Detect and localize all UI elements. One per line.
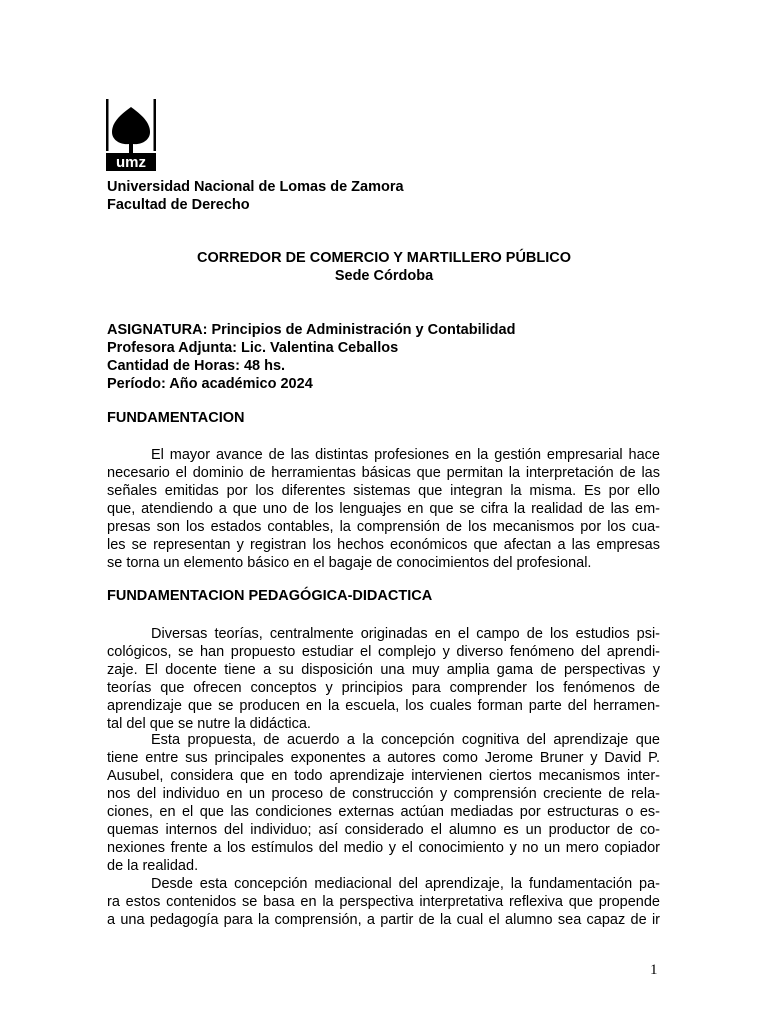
text-line: tal del que se nutre la didáctica. xyxy=(107,716,311,732)
text-line: Ausubel, considera que en todo aprendizaje intervienen ciertos mecanismos inter- xyxy=(107,768,660,784)
page-number: 1 xyxy=(650,962,658,978)
text-line: zaje. El docente tiene a su disposición una muy amplia gama de perspectivas y xyxy=(107,662,660,678)
text-line: teorías que ofrecen conceptos y principios para comprender los fenómenos de xyxy=(107,680,660,696)
document-subtitle: Sede Córdoba xyxy=(334,268,434,284)
paragraph-fundamentacion xyxy=(107,446,660,572)
text-line: Diversas teorías, centralmente originadas en el campo de los estudios psi- xyxy=(151,626,660,642)
text-line: señales emitidas por los diferentes sistemas que integran la misma. Es por ello xyxy=(107,483,660,499)
text-line: quemas internos del individuo; así considerado el alumno es un productor de co- xyxy=(107,822,660,838)
paragraph-pedagogica-2 xyxy=(107,731,660,875)
text-line: a una pedagogía para la comprensión, a partir de la cual el alumno sea capaz de ir xyxy=(107,912,660,928)
logo-text: umz xyxy=(116,154,146,171)
text-line: presas son los estados contables, la comprensión de los mecanismos por los cua- xyxy=(107,519,660,535)
meta-asignatura: ASIGNATURA: Principios de Administración y Contabilidad xyxy=(107,322,516,338)
paragraph-pedagogica-3 xyxy=(107,875,660,929)
paragraph-pedagogica-1 xyxy=(107,625,660,733)
text-line: se torna un elemento básico en el bagaje de conocimientos del profesional. xyxy=(107,555,592,571)
text-line: ciones, en el que las condiciones externas actúan mediadas por estructuras o es- xyxy=(107,804,660,820)
text-line: ra estos contenidos se basa en la perspectiva interpretativa reflexiva que propende xyxy=(107,894,660,910)
text-line: Desde esta concepción mediacional del aprendizaje, la fundamentación pa- xyxy=(151,876,660,892)
university-logo xyxy=(106,99,156,171)
text-line: Esta propuesta, de acuerdo a la concepción cognitiva del aprendizaje que xyxy=(151,732,660,748)
text-line: cológicos, se han propuesto estudiar el complejo y diverso fenómeno del aprendi- xyxy=(107,644,660,660)
text-line: tiene entre sus principales exponentes a autores como Jerome Bruner y David P. xyxy=(107,750,660,766)
text-line: nos del individuo en un proceso de construcción y comprensión creciente de rela- xyxy=(107,786,660,802)
text-line: aprendizaje que se producen en la escuela, los cuales forman parte del herramen- xyxy=(107,698,660,714)
meta-horas: Cantidad de Horas: 48 hs. xyxy=(107,358,286,374)
meta-periodo: Período: Año académico 2024 xyxy=(107,376,313,392)
text-line: El mayor avance de las distintas profesiones en la gestión empresarial hace xyxy=(151,447,660,463)
meta-profesora: Profesora Adjunta: Lic. Valentina Ceballos xyxy=(107,340,399,356)
text-line: que, atendiendo a que uno de los lenguajes en que se cifra la realidad de las em- xyxy=(107,501,660,517)
text-line: nexiones frente a los estímulos del medio y el conocimiento y no un mero copiador xyxy=(107,840,660,856)
text-line: necesario el dominio de herramientas básicas que permitan la interpretación de las xyxy=(107,465,660,481)
faculty-name: Facultad de Derecho xyxy=(107,197,250,213)
document-title: CORREDOR DE COMERCIO Y MARTILLERO PÚBLICO xyxy=(196,250,572,266)
section-heading-fundamentacion: FUNDAMENTACION xyxy=(107,410,245,426)
text-line: les se representan y registran los hechos económicos que afectan a las empresas xyxy=(107,537,660,553)
section-heading-pedagogica: FUNDAMENTACION PEDAGÓGICA-DIDACTICA xyxy=(107,588,433,604)
university-name: Universidad Nacional de Lomas de Zamora xyxy=(107,179,404,195)
text-line: de la realidad. xyxy=(107,858,199,874)
